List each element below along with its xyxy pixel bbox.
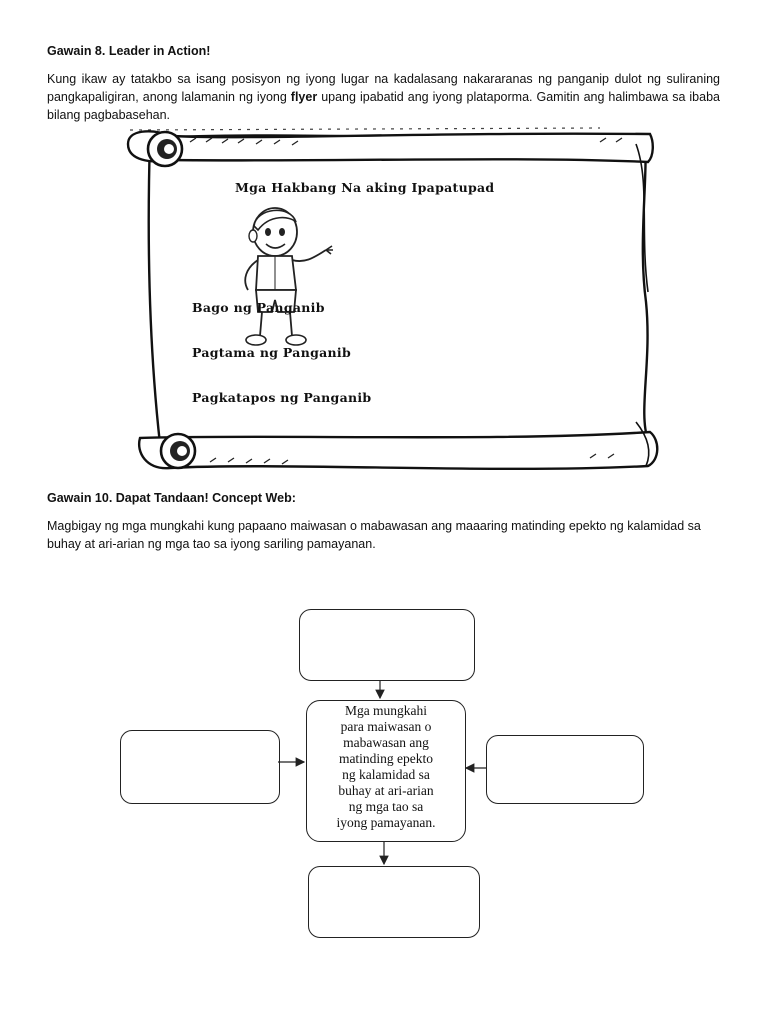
center-line: Mga mungkahi bbox=[344, 703, 428, 718]
center-line: matinding epekto bbox=[338, 751, 434, 766]
gawain10-instructions: Magbigay ng mga mungkahi kung papaano maiwasan o mabawasan ang maaaring matinding epekto ng kalamidad sa buhay at ari-arian ng mga tao sa iyong sariling pamayanan. bbox=[47, 519, 701, 551]
scroll-title: Mga Hakbang Na aking Ipapatupad bbox=[235, 180, 495, 195]
gawain8-intro-before: Kung ikaw ay tatakbo sa isang posisyon ng iyong lugar na kadalasang nakararanas ng panganip dulot ng suliraning pangkapaligiran, anong lalamanin ng iyong bbox=[47, 72, 720, 104]
scroll-item-after: Pagkatapos ng Panganib bbox=[192, 390, 372, 405]
center-line: mabawasan ang bbox=[343, 735, 429, 750]
center-line: ng kalamidad sa bbox=[342, 767, 430, 782]
center-line: buhay at ari-arian bbox=[338, 783, 434, 798]
center-line: para maiwasan o bbox=[340, 719, 432, 734]
gawain8-intro-bold: flyer bbox=[290, 90, 318, 104]
center-line: iyong pamayanan. bbox=[336, 815, 436, 830]
gawain8-intro-after: upang ipabatid ang iyong plataporma. Gamitin ang halimbawa sa ibaba bilang pagbabasehan. bbox=[47, 90, 720, 122]
center-line: ng mga tao sa bbox=[348, 799, 424, 814]
gawain10-heading: Gawain 10. Dapat Tandaan! Concept Web: bbox=[47, 491, 296, 505]
scroll-item-before: Bago ng Panganib bbox=[192, 300, 325, 315]
scroll-item-during: Pagtama ng Panganib bbox=[192, 345, 352, 360]
gawain8-heading: Gawain 8. Leader in Action! bbox=[47, 44, 211, 58]
